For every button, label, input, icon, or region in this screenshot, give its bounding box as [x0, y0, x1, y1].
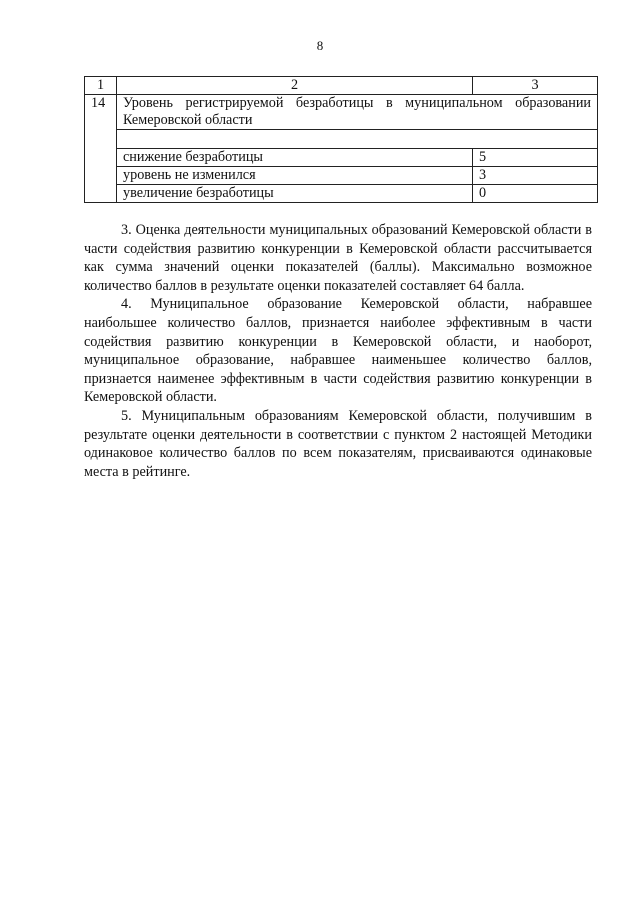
body-text	[84, 221, 592, 481]
table-header-row	[85, 77, 598, 95]
option-points: 0	[473, 185, 598, 203]
option-points: 3	[473, 167, 598, 185]
table-row	[85, 167, 598, 185]
page-number: 8	[316, 38, 324, 53]
header-col-3: 3	[473, 77, 598, 95]
table-row	[85, 149, 598, 167]
option-label: снижение безработицы	[117, 149, 473, 167]
paragraph-4: 4. Муниципальное образование Кемеровской области, набравшее наибольшее количество баллов, признается наиболее эффективным в части содействия развитию конкуренции в Кемеровской области, и наоборот, муниципальное образование, набравшее наименьшее количество баллов, признается наименее эффективным в части содействия развитию конкуренции в Кемеровской области.	[84, 296, 592, 406]
option-label: увеличение безработицы	[117, 185, 473, 203]
header-col-2: 2	[117, 77, 473, 95]
paragraph-3: 3. Оценка деятельности муниципальных образований Кемеровской области в части содействия развитию конкуренции в Кемеровской области рассчитывается как сумма значений оценки показателей (баллы). Максимально возможное количество баллов в результате оценки показателей составляет 64 балла.	[84, 222, 592, 294]
row-number: 14	[85, 95, 117, 203]
header-col-1: 1	[85, 77, 117, 95]
paragraph-5: 5. Муниципальным образованиям Кемеровской области, получившим в результате оценки деятельности в соответствии с пунктом 2 настоящей Методики одинаковое количество баллов по всем показателям, присваиваются одинаковые места в рейтинге.	[84, 407, 592, 480]
indicator-title: Уровень регистрируемой безработицы в муниципальном образовании Кемеровской области	[117, 95, 598, 130]
option-points: 5	[473, 149, 598, 167]
table-row	[85, 185, 598, 203]
indicator-table	[84, 76, 598, 203]
indicator-title-row	[85, 95, 598, 130]
spacer-cell	[117, 130, 598, 149]
spacer-row	[85, 130, 598, 149]
option-label: уровень не изменился	[117, 167, 473, 185]
